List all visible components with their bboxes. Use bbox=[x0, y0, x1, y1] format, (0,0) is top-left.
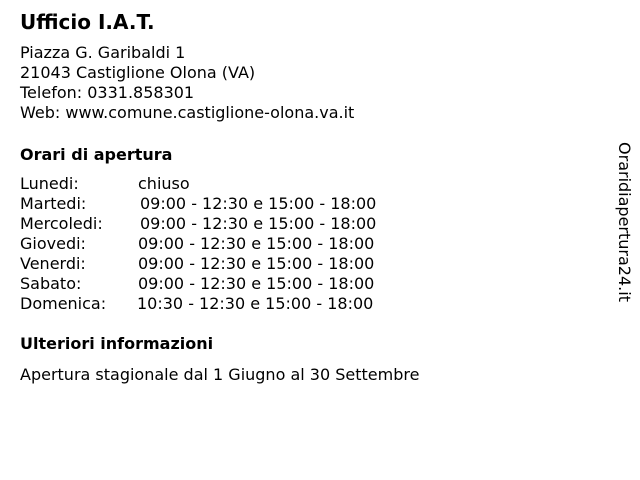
info-text: Apertura stagionale dal 1 Giugno al 30 Settembre bbox=[20, 365, 420, 384]
day-label: Martedi: bbox=[20, 194, 87, 213]
time-value: 09:00 - 12:30 e 15:00 - 18:00 bbox=[140, 214, 377, 233]
day-label: Sabato: bbox=[20, 274, 82, 293]
day-label: Domenica: bbox=[20, 294, 107, 313]
time-value: chiuso bbox=[138, 174, 190, 193]
page-title: Ufficio I.A.T. bbox=[20, 10, 155, 34]
address-street: Piazza G. Garibaldi 1 bbox=[20, 43, 186, 62]
hours-heading: Orari di apertura bbox=[20, 145, 173, 164]
address-block bbox=[20, 43, 354, 123]
info-heading: Ulteriori informazioni bbox=[20, 334, 214, 353]
site-watermark: Oraridiapertura24.it bbox=[615, 142, 634, 302]
address-phone: Telefon: 0331.858301 bbox=[20, 83, 195, 102]
time-value: 10:30 - 12:30 e 15:00 - 18:00 bbox=[137, 294, 374, 313]
day-label: Venerdi: bbox=[20, 254, 86, 273]
address-city: 21043 Castiglione Olona (VA) bbox=[20, 63, 256, 82]
time-value: 09:00 - 12:30 e 15:00 - 18:00 bbox=[140, 194, 377, 213]
address-web: Web: www.comune.castiglione-olona.va.it bbox=[20, 103, 355, 122]
time-value: 09:00 - 12:30 e 15:00 - 18:00 bbox=[138, 274, 375, 293]
day-label: Giovedi: bbox=[20, 234, 86, 253]
day-label: Mercoledi: bbox=[20, 214, 103, 233]
day-label: Lunedi: bbox=[20, 174, 79, 193]
time-value: 09:00 - 12:30 e 15:00 - 18:00 bbox=[138, 234, 375, 253]
time-value: 09:00 - 12:30 e 15:00 - 18:00 bbox=[138, 254, 375, 273]
